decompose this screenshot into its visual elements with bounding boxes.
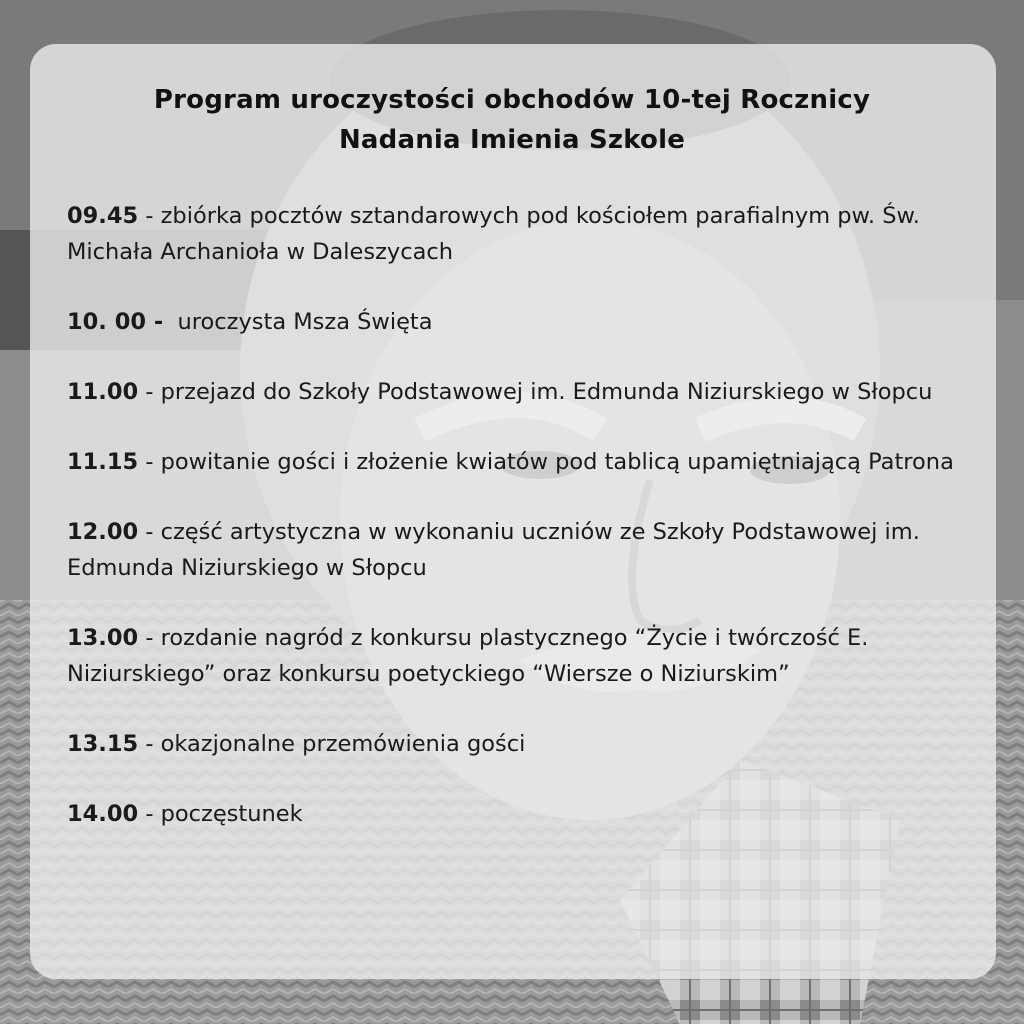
schedule-item — [67, 726, 967, 762]
page-title — [0, 80, 1024, 160]
schedule-time: 13.15 — [67, 731, 139, 757]
schedule-item — [67, 444, 967, 480]
schedule-time: 09.45 — [67, 203, 139, 229]
schedule-separator: - — [138, 379, 161, 405]
schedule-text: okazjonalne przemówienia gości — [160, 731, 526, 757]
schedule-text: uroczysta Msza Święta — [177, 309, 433, 335]
schedule-text: powitanie gości i złożenie kwiatów pod tablicą upamiętniającą Patrona — [160, 449, 954, 475]
schedule-item — [67, 796, 967, 832]
schedule-item — [67, 374, 967, 410]
schedule-time: 13.00 — [67, 625, 139, 651]
schedule-item — [67, 304, 967, 340]
schedule-separator: - — [138, 519, 161, 545]
schedule-time: 12.00 — [67, 519, 139, 545]
title-line-1: Program uroczystości obchodów 10-tej Rocznicy — [153, 85, 871, 115]
schedule-separator — [163, 309, 177, 335]
schedule-separator: - — [138, 801, 161, 827]
schedule-separator: - — [138, 203, 161, 229]
schedule-text: rozdanie nagród z konkursu plastycznego “Życie i twórczość E. Niziurskiego” oraz konkursu poetyckiego “Wiersze o Niziurskim” — [67, 625, 869, 687]
schedule-separator: - — [138, 449, 161, 475]
schedule-text: poczęstunek — [160, 801, 303, 827]
schedule-item — [67, 620, 967, 692]
schedule-text: zbiórka pocztów sztandarowych pod kościołem parafialnym pw. Św. Michała Archanioła w Daleszycach — [67, 203, 920, 265]
schedule-text: przejazd do Szkoły Podstawowej im. Edmunda Niziurskiego w Słopcu — [160, 379, 933, 405]
schedule-time: 11.00 — [67, 379, 139, 405]
schedule-separator: - — [138, 625, 161, 651]
schedule-list — [67, 198, 967, 866]
schedule-text: część artystyczna w wykonaniu uczniów ze Szkoły Podstawowej im. Edmunda Niziurskiego w Słopcu — [67, 519, 920, 581]
schedule-item — [67, 198, 967, 270]
schedule-time: 11.15 — [67, 449, 139, 475]
schedule-item — [67, 514, 967, 586]
title-line-2: Nadania Imienia Szkole — [338, 125, 686, 155]
schedule-separator: - — [138, 731, 161, 757]
schedule-time: 14.00 — [67, 801, 139, 827]
schedule-time: 10. 00 - — [67, 309, 164, 335]
